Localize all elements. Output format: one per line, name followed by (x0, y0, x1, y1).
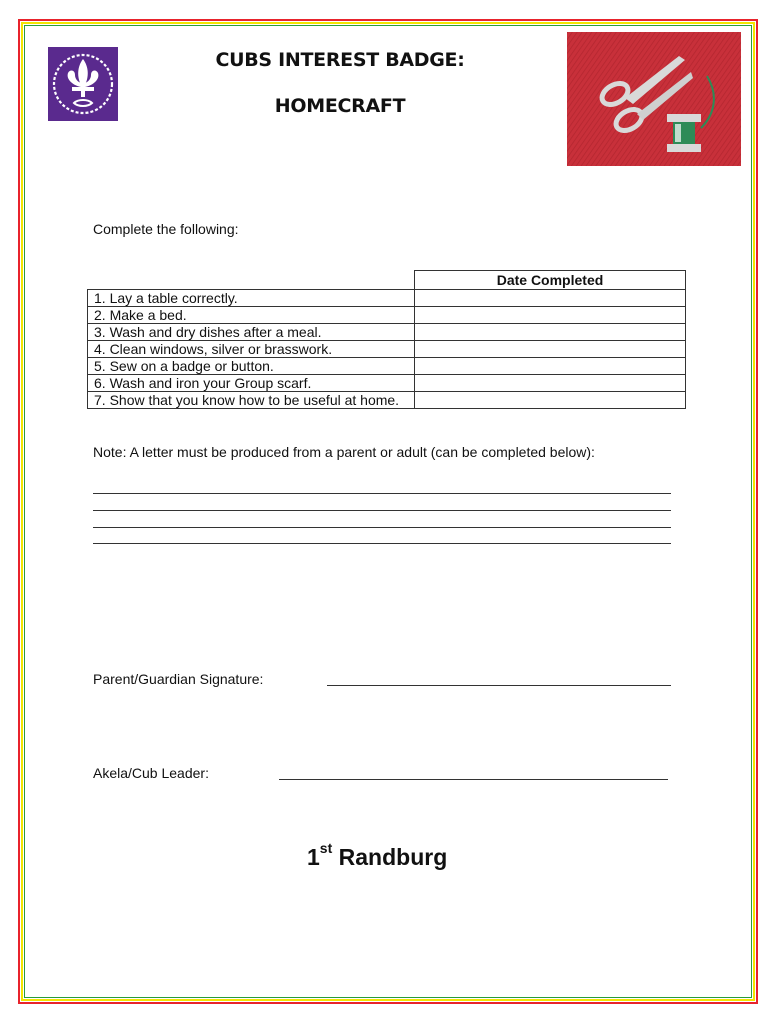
note-text: Note: A letter must be produced from a parent or adult (can be completed below): (93, 444, 595, 460)
group-town: Randburg (338, 844, 448, 870)
akela-signature-line[interactable] (279, 779, 668, 780)
table-row (88, 358, 686, 375)
task-cell: 1. Lay a table correctly. (88, 290, 415, 307)
scout-logo (48, 47, 118, 121)
page-subtitle: HOMECRAFT (274, 95, 406, 117)
task-cell: 3. Wash and dry dishes after a meal. (88, 324, 415, 341)
date-cell[interactable] (415, 324, 686, 341)
akela-signature-label: Akela/Cub Leader: (93, 765, 209, 781)
parent-signature-label: Parent/Guardian Signature: (93, 671, 264, 687)
date-cell[interactable] (415, 392, 686, 409)
homecraft-badge-image (567, 32, 741, 166)
table-row (88, 392, 686, 409)
task-table (87, 270, 686, 409)
fleur-de-lis-icon (48, 47, 118, 121)
task-cell: 4. Clean windows, silver or brasswork. (88, 341, 415, 358)
table-row (88, 341, 686, 358)
task-cell: 6. Wash and iron your Group scarf. (88, 375, 415, 392)
date-completed-header: Date Completed (415, 271, 686, 290)
parent-signature-line[interactable] (327, 685, 671, 686)
letter-line[interactable] (93, 543, 671, 544)
date-cell[interactable] (415, 375, 686, 392)
task-cell: 5. Sew on a badge or button. (88, 358, 415, 375)
letter-line[interactable] (93, 527, 671, 528)
group-suffix: st (319, 840, 333, 856)
group-name (307, 840, 448, 871)
table-header-blank (88, 271, 415, 290)
date-cell[interactable] (415, 358, 686, 375)
table-row (88, 307, 686, 324)
date-cell[interactable] (415, 290, 686, 307)
intro-text: Complete the following: (93, 221, 239, 237)
page-title: CUBS INTEREST BADGE: (215, 49, 465, 71)
table-row (88, 290, 686, 307)
scissors-and-thread-icon (567, 32, 741, 166)
group-number: 1 (307, 844, 320, 870)
letter-line[interactable] (93, 510, 671, 511)
table-row (88, 375, 686, 392)
letter-line[interactable] (93, 493, 671, 494)
task-cell: 7. Show that you know how to be useful at home. (88, 392, 415, 409)
date-cell[interactable] (415, 341, 686, 358)
date-cell[interactable] (415, 307, 686, 324)
table-row (88, 324, 686, 341)
task-cell: 2. Make a bed. (88, 307, 415, 324)
